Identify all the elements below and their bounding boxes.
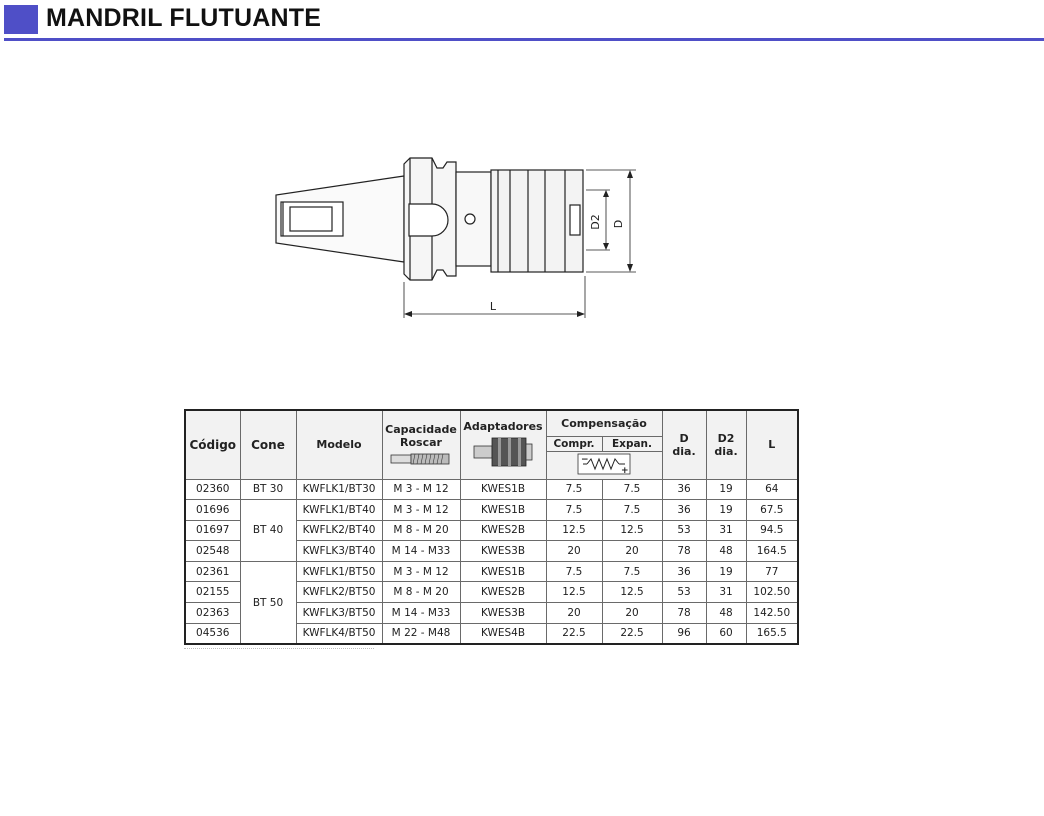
cell-l: 165.5: [746, 623, 798, 644]
cell-l: 164.5: [746, 541, 798, 562]
header-d2-label: D2: [717, 431, 735, 445]
page-title: MANDRIL FLUTUANTE: [46, 4, 322, 32]
header-adaptadores: [460, 410, 546, 479]
cell-d2: 60: [706, 623, 746, 644]
cell-d2: 31: [706, 582, 746, 603]
cell-l: 77: [746, 561, 798, 582]
cell-d: 53: [662, 520, 706, 541]
cell-modelo: KWFLK4/BT50: [296, 623, 382, 644]
cell-cone: BT 30: [240, 479, 296, 500]
cell-d: 36: [662, 500, 706, 521]
cell-compr: 12.5: [546, 582, 602, 603]
cell-capacidade: M 14 - M33: [382, 541, 460, 562]
cell-l: 94.5: [746, 520, 798, 541]
header-capacidade: [382, 410, 460, 479]
adapter-icon: [472, 435, 534, 469]
cell-compr: 22.5: [546, 623, 602, 644]
cell-compr: 7.5: [546, 500, 602, 521]
header-modelo: Modelo: [296, 410, 382, 479]
cell-compr: 20: [546, 603, 602, 624]
cell-adaptador: KWES2B: [460, 582, 546, 603]
cell-compr: 7.5: [546, 479, 602, 500]
cell-d2: 31: [706, 520, 746, 541]
cell-compr: 7.5: [546, 561, 602, 582]
title-accent-square: [4, 5, 38, 34]
cell-l: 67.5: [746, 500, 798, 521]
cell-d: 78: [662, 541, 706, 562]
cell-modelo: KWFLK3/BT40: [296, 541, 382, 562]
cell-expan: 12.5: [602, 520, 662, 541]
header-d2: [706, 410, 746, 479]
cell-codigo: 01696: [185, 500, 240, 521]
cell-capacidade: M 3 - M 12: [382, 479, 460, 500]
header-capacidade-line1: Capacidade: [385, 422, 457, 436]
cell-codigo: 02361: [185, 561, 240, 582]
cell-codigo: 02360: [185, 479, 240, 500]
cell-d: 78: [662, 603, 706, 624]
cell-cone: BT 40: [240, 500, 296, 562]
cell-capacidade: M 3 - M 12: [382, 561, 460, 582]
cell-capacidade: M 8 - M 20: [382, 582, 460, 603]
header-adaptadores-label: Adaptadores: [463, 420, 543, 434]
header-d: [662, 410, 706, 479]
cell-expan: 7.5: [602, 500, 662, 521]
header-l: L: [746, 410, 798, 479]
svg-text:+: +: [621, 465, 629, 475]
cell-capacidade: M 14 - M33: [382, 603, 460, 624]
cell-adaptador: KWES2B: [460, 520, 546, 541]
cell-adaptador: KWES1B: [460, 561, 546, 582]
cell-expan: 22.5: [602, 623, 662, 644]
cell-modelo: KWFLK1/BT40: [296, 500, 382, 521]
cell-capacidade: M 22 - M48: [382, 623, 460, 644]
header-expan: Expan.: [602, 436, 662, 451]
header-d-dia: dia.: [672, 444, 696, 458]
cell-expan: 7.5: [602, 479, 662, 500]
cell-compr: 12.5: [546, 520, 602, 541]
cell-expan: 12.5: [602, 582, 662, 603]
cell-modelo: KWFLK1/BT50: [296, 561, 382, 582]
cell-adaptador: KWES1B: [460, 500, 546, 521]
cell-codigo: 04536: [185, 623, 240, 644]
title-bar: [2, 2, 1042, 39]
dim-label-l: L: [489, 300, 497, 313]
cell-d: 96: [662, 623, 706, 644]
cell-modelo: KWFLK3/BT50: [296, 603, 382, 624]
cell-d2: 48: [706, 603, 746, 624]
cell-codigo: 02363: [185, 603, 240, 624]
cell-expan: 20: [602, 541, 662, 562]
cell-capacidade: M 3 - M 12: [382, 500, 460, 521]
cell-codigo: 01697: [185, 520, 240, 541]
cell-d2: 19: [706, 479, 746, 500]
header-compr: Compr.: [546, 436, 602, 451]
cell-adaptador: KWES4B: [460, 623, 546, 644]
dim-label-d: D: [612, 219, 625, 229]
tap-icon: [390, 451, 452, 467]
cell-d2: 19: [706, 500, 746, 521]
header-d-label: D: [679, 431, 689, 445]
cell-d: 36: [662, 561, 706, 582]
table-row: [185, 479, 798, 500]
dim-label-d2: D2: [589, 214, 602, 230]
cell-l: 142.50: [746, 603, 798, 624]
cell-adaptador: KWES3B: [460, 541, 546, 562]
header-spring-cell: [546, 451, 662, 479]
cropped-footnote-line: [184, 648, 374, 652]
header-compensacao: Compensação: [546, 410, 662, 436]
svg-text:−: −: [581, 454, 589, 465]
table-row: [185, 500, 798, 521]
cell-modelo: KWFLK2/BT40: [296, 520, 382, 541]
floating-chuck-drawing: [265, 155, 655, 325]
cell-expan: 20: [602, 603, 662, 624]
cell-d: 36: [662, 479, 706, 500]
title-underline: [4, 38, 1044, 41]
cell-l: 64: [746, 479, 798, 500]
cell-expan: 7.5: [602, 561, 662, 582]
spec-table: [184, 409, 799, 645]
cell-l: 102.50: [746, 582, 798, 603]
header-cone: Cone: [240, 410, 296, 479]
cell-cone: BT 50: [240, 561, 296, 644]
table-row: [185, 561, 798, 582]
cell-d2: 19: [706, 561, 746, 582]
header-d2-dia: dia.: [714, 444, 738, 458]
header-capacidade-line2: Roscar: [400, 435, 442, 449]
cell-capacidade: M 8 - M 20: [382, 520, 460, 541]
cell-compr: 20: [546, 541, 602, 562]
cell-codigo: 02155: [185, 582, 240, 603]
cell-modelo: KWFLK1/BT30: [296, 479, 382, 500]
cell-d: 53: [662, 582, 706, 603]
header-codigo: Código: [185, 410, 240, 479]
cell-codigo: 02548: [185, 541, 240, 562]
cell-d2: 48: [706, 541, 746, 562]
cell-modelo: KWFLK2/BT50: [296, 582, 382, 603]
cell-adaptador: KWES1B: [460, 479, 546, 500]
spring-icon: [577, 453, 631, 475]
cell-adaptador: KWES3B: [460, 603, 546, 624]
